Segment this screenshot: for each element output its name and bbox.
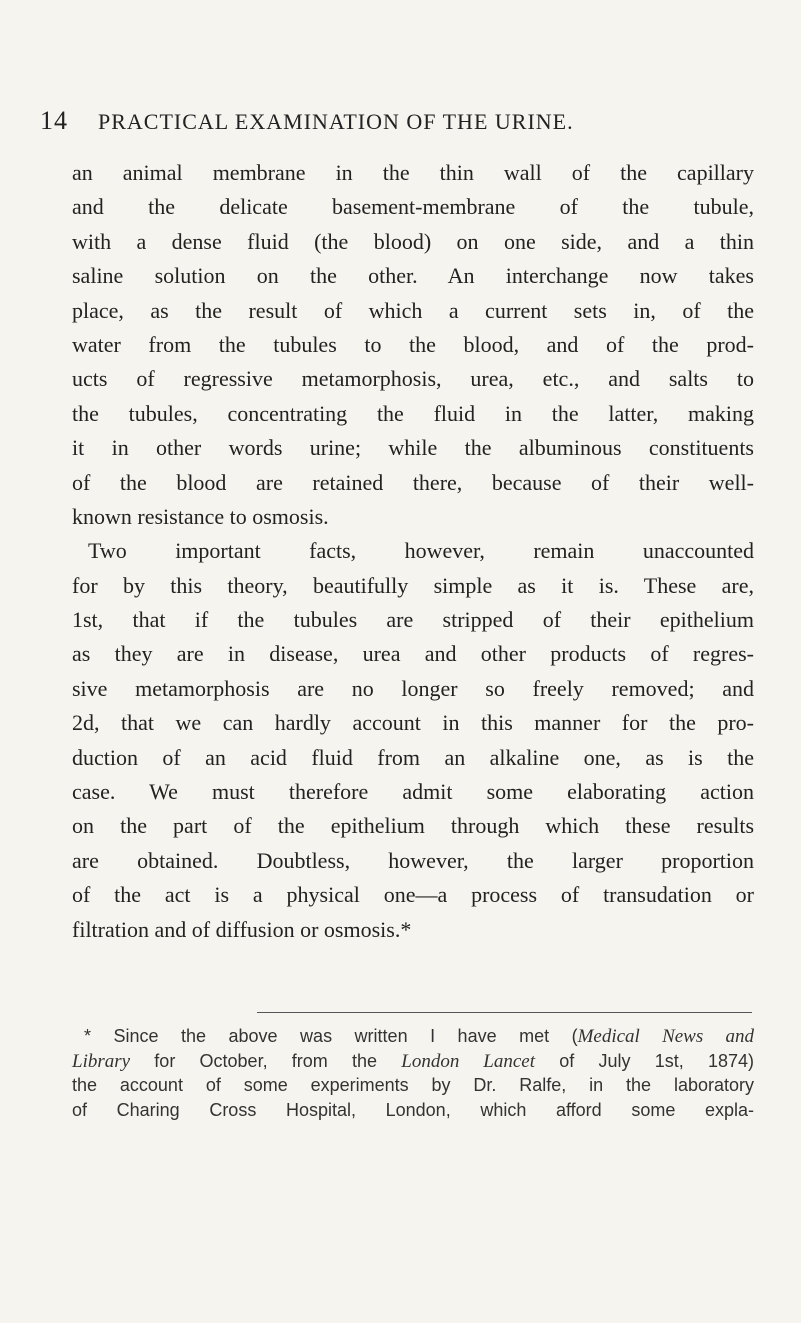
text-line: 2d, that we can hardly account in this manner for the pro-	[72, 710, 754, 736]
text-line: 1st, that if the tubules are stripped of their epithelium	[72, 607, 754, 633]
page-number: 14	[40, 106, 68, 135]
text-line: and the delicate basement-membrane of the tubule,	[72, 194, 754, 220]
text-line: an animal membrane in the thin wall of the capillary	[72, 160, 754, 185]
footnote-italic: London Lancet	[401, 1050, 536, 1072]
text-line: of the act is a physical one—a process of transudation or	[72, 882, 754, 908]
text-line: with a dense fluid (the blood) on one side, and a thin	[72, 228, 754, 254]
text-line: are obtained. Doubtless, however, the larger proportion	[72, 847, 754, 873]
text-line: it in other words urine; while the albuminous constituents	[72, 435, 754, 461]
footnote-line: of Charing Cross Hospital, London, which afford some expla-	[72, 1099, 754, 1120]
footnote-line: the account of some experiments by Dr. Ralfe, in the laboratory	[72, 1075, 754, 1095]
footnote-italic: Library	[72, 1050, 131, 1072]
text-line: as they are in disease, urea and other products of regres-	[72, 641, 754, 667]
footnote	[72, 1024, 754, 1122]
text-line: for by this theory, beautifully simple as it is. These are,	[72, 572, 754, 598]
text-line: water from the tubules to the blood, and of the prod-	[72, 331, 754, 357]
text-line: filtration and of diffusion or osmosis.*	[72, 916, 412, 942]
main-text	[72, 156, 754, 947]
text-line: duction of an acid fluid from an alkaline one, as is the	[72, 744, 754, 770]
footnote-line	[72, 1049, 754, 1074]
text-line: sive metamorphosis are no longer so freely removed; and	[72, 675, 754, 701]
text-line: ucts of regressive metamorphosis, urea, etc., and salts to	[72, 366, 754, 392]
footnote-text: * Since the above was written I have met (	[84, 1026, 578, 1046]
text-line: known resistance to osmosis.	[72, 503, 329, 529]
text-line: Two important facts, however, remain unaccounted	[88, 538, 754, 564]
footnote-text: of July 1st, 1874)	[535, 1050, 755, 1071]
text-line: saline solution on the other. An interchange now takes	[72, 263, 754, 289]
running-title: PRACTICAL EXAMINATION OF THE URINE.	[98, 109, 574, 134]
running-header	[40, 106, 740, 136]
footnote-italic: Medical News and	[577, 1026, 754, 1047]
text-line: place, as the result of which a current sets in, of the	[72, 297, 754, 323]
footnote-line	[72, 1024, 754, 1049]
footnote-rule	[257, 1012, 752, 1013]
footnote-text: for October, from the	[130, 1050, 402, 1071]
text-line: on the part of the epithelium through which these results	[72, 813, 754, 839]
text-line: case. We must therefore admit some elaborating action	[72, 779, 754, 805]
text-line: of the blood are retained there, because of their well-	[72, 469, 754, 495]
text-line: the tubules, concentrating the fluid in the latter, making	[72, 400, 754, 426]
